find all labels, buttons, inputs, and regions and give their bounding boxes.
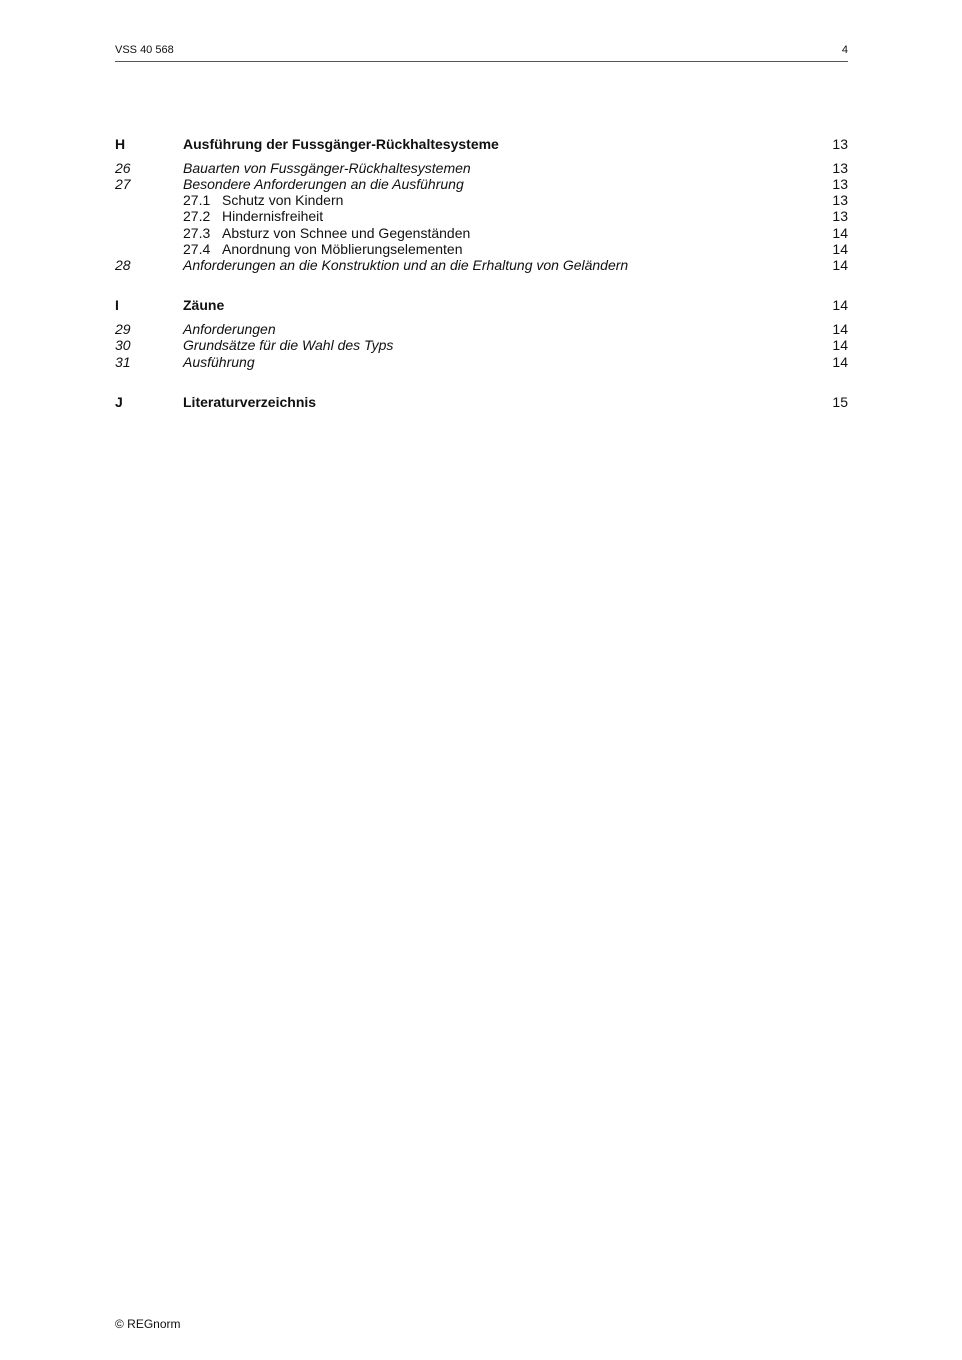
chapter-page: 14 bbox=[832, 337, 848, 353]
document-id: VSS 40 568 bbox=[115, 44, 174, 56]
copyright-footer: © REGnorm bbox=[115, 1317, 181, 1331]
toc-subsection-27-4[interactable] bbox=[115, 241, 848, 258]
toc-subsection-27-2[interactable] bbox=[115, 208, 848, 225]
toc-chapter-28[interactable] bbox=[115, 257, 848, 274]
subsection-page: 14 bbox=[832, 241, 848, 257]
chapter-page: 14 bbox=[832, 321, 848, 337]
section-letter: H bbox=[115, 136, 126, 152]
chapter-number: 30 bbox=[115, 337, 131, 353]
section-letter: J bbox=[115, 394, 123, 410]
toc-subsection-27-1[interactable] bbox=[115, 192, 848, 209]
toc-chapter-29[interactable] bbox=[115, 321, 848, 338]
section-page: 13 bbox=[832, 136, 848, 152]
section-letter: I bbox=[115, 297, 119, 313]
chapter-number: 27 bbox=[115, 176, 131, 192]
chapter-page: 13 bbox=[832, 160, 848, 176]
toc-chapter-30[interactable] bbox=[115, 337, 848, 354]
chapter-number: 28 bbox=[115, 257, 131, 273]
subsection-number: 27.4 bbox=[183, 241, 211, 257]
subsection-number: 27.2 bbox=[183, 208, 211, 224]
chapter-page: 14 bbox=[832, 257, 848, 273]
page-header bbox=[115, 44, 848, 62]
toc-section-i[interactable] bbox=[115, 297, 848, 314]
subsection-number: 27.1 bbox=[183, 192, 211, 208]
section-title: Literaturverzeichnis bbox=[183, 394, 317, 410]
section-title: Zäune bbox=[183, 297, 225, 313]
chapter-title: Anforderungen bbox=[183, 321, 276, 337]
chapter-title: Besondere Anforderungen an die Ausführung bbox=[183, 176, 464, 192]
subsection-page: 13 bbox=[832, 208, 848, 224]
toc-chapter-26[interactable] bbox=[115, 160, 848, 177]
subsection-title: Absturz von Schnee und Gegenständen bbox=[222, 225, 471, 241]
toc-subsection-27-3[interactable] bbox=[115, 225, 848, 242]
toc-section-j[interactable] bbox=[115, 394, 848, 411]
section-title: Ausführung der Fussgänger-Rückhaltesysteme bbox=[183, 136, 499, 152]
subsection-title: Anordnung von Möblierungselementen bbox=[222, 241, 463, 257]
section-page: 14 bbox=[832, 297, 848, 313]
chapter-number: 29 bbox=[115, 321, 131, 337]
chapter-title: Ausführung bbox=[183, 354, 255, 370]
chapter-number: 26 bbox=[115, 160, 131, 176]
chapter-page: 14 bbox=[832, 354, 848, 370]
subsection-title: Schutz von Kindern bbox=[222, 192, 344, 208]
chapter-page: 13 bbox=[832, 176, 848, 192]
subsection-page: 13 bbox=[832, 192, 848, 208]
subsection-page: 14 bbox=[832, 225, 848, 241]
subsection-title: Hindernisfreiheit bbox=[222, 208, 324, 224]
toc-chapter-27[interactable] bbox=[115, 176, 848, 193]
chapter-number: 31 bbox=[115, 354, 131, 370]
chapter-title: Grundsätze für die Wahl des Typs bbox=[183, 337, 394, 353]
page-number: 4 bbox=[841, 44, 848, 56]
chapter-title: Anforderungen an die Konstruktion und an die Erhaltung von Geländern bbox=[183, 257, 629, 273]
toc-chapter-31[interactable] bbox=[115, 354, 848, 371]
chapter-title: Bauarten von Fussgänger-Rückhaltesystemen bbox=[183, 160, 471, 176]
section-page: 15 bbox=[832, 394, 848, 410]
toc-section-h[interactable] bbox=[115, 136, 848, 153]
subsection-number: 27.3 bbox=[183, 225, 211, 241]
